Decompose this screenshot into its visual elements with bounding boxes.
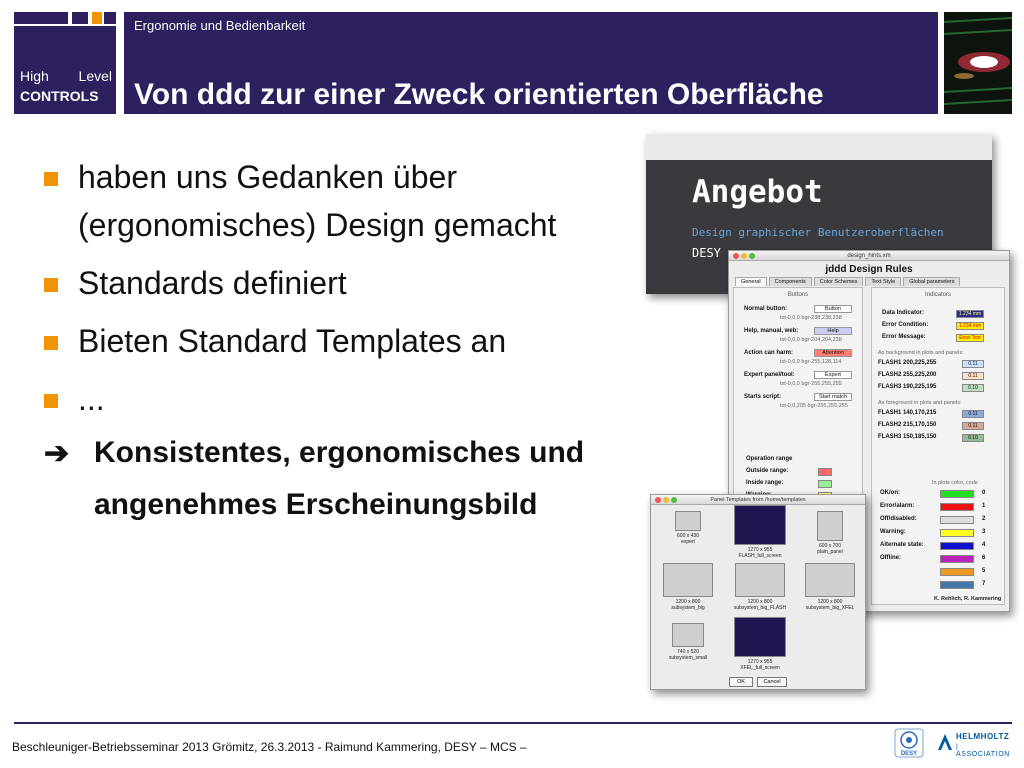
template-item[interactable]: [797, 563, 863, 611]
button-rule-label: Starts script:: [744, 394, 782, 400]
template-caption: 1200 x 800 subsystem_big: [671, 599, 705, 611]
design-rules-tabs: [735, 277, 960, 286]
template-item[interactable]: [727, 505, 793, 559]
template-caption: 1270 x 955 FLASH_full_screen: [738, 547, 782, 559]
indicator-sample: 1.234 mm: [956, 322, 984, 330]
helmholtz-logo: [936, 728, 1014, 758]
state-code: 4: [982, 542, 986, 548]
flash-background-label: FLASH3 190,225,195: [878, 384, 937, 390]
sample-button[interactable]: Help: [814, 327, 852, 335]
state-code: 0: [982, 490, 986, 496]
window-titlebar: [651, 495, 865, 505]
range-swatch: [818, 480, 832, 488]
button-rule-label: Normal button:: [744, 306, 787, 312]
sample-button[interactable]: Start match: [814, 393, 852, 401]
header-block: [14, 12, 68, 24]
template-item[interactable]: [797, 511, 863, 555]
indicator-label: Error Message:: [882, 334, 926, 340]
slide-subtitle: Ergonomie und Bedienbarkeit: [134, 18, 306, 33]
state-swatch: [940, 516, 974, 524]
conclusion-line1: Konsistentes, ergonomisches und: [94, 436, 585, 469]
angebot-subtitle: Design graphischer Benutzeroberflächen: [692, 226, 944, 239]
bullet-text: haben uns Gedanken über: [78, 159, 457, 195]
template-caption: 1200 x 800 subsystem_big_XFEL: [805, 599, 855, 611]
template-item[interactable]: [727, 617, 793, 671]
buttons-panel-header: Buttons: [787, 292, 809, 298]
template-thumbnail[interactable]: [675, 511, 701, 531]
section-label-box: [14, 12, 116, 114]
bullet-square-icon: [44, 394, 58, 408]
bullet-square-icon: [44, 278, 58, 292]
bullet-square-icon: [44, 172, 58, 186]
button-rule-spec: txt-0,0,0 bgr-255,128,114: [780, 359, 842, 365]
button-rule-label: Help, manual, web:: [744, 328, 799, 334]
header-block: [104, 12, 116, 24]
flash-foreground-label: FLASH1 140,170,215: [878, 410, 937, 416]
flash-foreground-label: FLASH3 150,185,150: [878, 434, 937, 440]
template-caption: 740 x 520 subsystem_small: [668, 649, 708, 661]
button-rule-spec: txt-0,0,0 bgr-255,255,255: [780, 381, 842, 387]
range-label: Outside range:: [746, 468, 789, 474]
state-swatch: [940, 568, 974, 576]
state-code: 6: [982, 555, 986, 561]
bullet-text: Bieten Standard Templates an: [78, 323, 507, 359]
template-thumbnail[interactable]: [735, 563, 785, 597]
window-title: design_hints.xm: [847, 253, 891, 259]
helmholtz-association: | ASSOCIATION: [956, 744, 1010, 758]
tab-global-parameters[interactable]: Global parameters: [903, 277, 960, 286]
template-item[interactable]: [727, 563, 793, 611]
background-note: As background in plots and panels:: [878, 350, 964, 356]
sample-button[interactable]: Button: [814, 305, 852, 313]
state-code: 7: [982, 581, 986, 587]
template-thumbnail[interactable]: [734, 505, 786, 545]
helmholtz-name: HELMHOLTZ: [956, 732, 1010, 741]
state-swatch: [940, 542, 974, 550]
template-caption: 600 x 700 plain_panel: [817, 543, 843, 555]
flash-background-label: FLASH2 255,225,200: [878, 372, 937, 378]
button-rule-label: Action can harm:: [744, 350, 794, 356]
footer-divider: [14, 722, 1012, 724]
state-label: Warning:: [880, 529, 906, 535]
operation-range-label: Operation range: [746, 456, 793, 462]
section-label-level: Level: [78, 68, 112, 84]
foreground-note: As foreground in plots and panels:: [878, 400, 962, 406]
template-thumbnail[interactable]: [817, 511, 843, 541]
flash-background-swatch: 0.11: [962, 360, 984, 368]
flash-foreground-swatch: 0.10: [962, 434, 984, 442]
flash-background-swatch: 0.10: [962, 384, 984, 392]
button-rule-label: Expert panel/tool:: [744, 372, 795, 378]
bullet-square-icon: [44, 336, 58, 350]
desy-logo-icon: [894, 728, 924, 758]
state-label: Off/disabled:: [880, 516, 917, 522]
flash-foreground-label: FLASH2 215,170,150: [878, 422, 937, 428]
tab-text-style[interactable]: Text Style: [865, 277, 901, 286]
template-thumbnail[interactable]: [672, 623, 704, 647]
state-swatch: [940, 503, 974, 511]
state-code: 5: [982, 568, 986, 574]
template-caption: 1270 x 955 XFEL_full_screen: [740, 659, 780, 671]
state-code: 3: [982, 529, 986, 535]
template-item[interactable]: [655, 511, 721, 545]
panel-templates-window: [650, 494, 866, 690]
header-photo-image: [944, 12, 1012, 114]
header-block-accent: [92, 12, 102, 24]
state-swatch: [940, 490, 974, 498]
indicators-panel-header: Indicators: [924, 292, 951, 298]
template-item[interactable]: [655, 623, 721, 661]
title-bar: [124, 12, 938, 114]
state-code: 1: [982, 503, 986, 509]
cancel-button[interactable]: Cancel: [757, 677, 787, 687]
angebot-org: DESY: [692, 246, 721, 260]
flash-foreground-swatch: 0.11: [962, 410, 984, 418]
template-caption: 600 x 430 expert: [677, 533, 699, 545]
bullet-text: (ergonomisches) Design gemacht: [78, 207, 557, 243]
bullet-text: ...: [78, 381, 105, 417]
states-note: In plots color, code: [932, 480, 978, 486]
helmholtz-logo-icon: [936, 730, 954, 756]
angebot-top-bar: [646, 134, 992, 160]
state-swatch: [940, 581, 974, 589]
indicator-label: Error Condition:: [882, 322, 929, 328]
section-label-high: High: [20, 68, 49, 84]
arrow-right-icon: ➔: [44, 437, 70, 470]
flash-background-label: FLASH1 200,225,255: [878, 360, 937, 366]
bullet-text: Standards definiert: [78, 265, 347, 301]
flash-background-swatch: 0.11: [962, 372, 984, 380]
indicator-label: Data Indicator:: [882, 310, 925, 316]
range-swatch: [818, 468, 832, 476]
button-rule-spec: txt-0,0,0 bgr-204,204,238: [780, 337, 842, 343]
state-label: Error/alarm:: [880, 503, 915, 509]
design-rules-credit: K. Rehlich, R. Kammering: [934, 596, 1002, 602]
section-label-line1: [20, 68, 112, 84]
state-label: OK/on:: [880, 490, 900, 496]
state-swatch: [940, 529, 974, 537]
section-label-controls: CONTROLS: [20, 88, 99, 104]
template-item[interactable]: [655, 563, 721, 611]
footer-text: Beschleuniger-Betriebsseminar 2013 Grömitz, 26.3.2013 - Raimund Kammering, DESY – MCS –: [12, 740, 527, 754]
flash-foreground-swatch: 0.11: [962, 422, 984, 430]
angebot-title: Angebot: [692, 174, 823, 210]
tab-general[interactable]: General: [735, 277, 767, 286]
template-thumbnail[interactable]: [734, 617, 786, 657]
state-swatch: [940, 555, 974, 563]
tab-color-schemes[interactable]: Color Schemes: [814, 277, 864, 286]
state-code: 2: [982, 516, 986, 522]
header-photo: [944, 12, 1012, 114]
slide-title: Von ddd zur einer Zweck orientierten Oberfläche: [134, 78, 824, 111]
window-titlebar: [729, 251, 1009, 261]
window-title: Panel Templates from /home/templates: [710, 497, 806, 503]
template-thumbnail[interactable]: [805, 563, 855, 597]
state-label: Alternate state:: [880, 542, 924, 548]
indicator-sample: 1.234 mm: [956, 310, 984, 318]
button-rule-spec: txt-0,0,205 bgr-255,255,255: [780, 403, 848, 409]
sample-button[interactable]: Attention: [814, 349, 852, 357]
button-rule-spec: txt-0,0,0 bgr-238,238,238: [780, 315, 842, 321]
state-label: Offline:: [880, 555, 901, 561]
range-label: Inside range:: [746, 480, 784, 486]
design-rules-title: jddd Design Rules: [825, 264, 913, 275]
tab-components[interactable]: Components: [769, 277, 812, 286]
header-block: [72, 12, 88, 24]
conclusion-line2: angenehmes Erscheinungsbild: [94, 488, 538, 521]
ok-button[interactable]: OK: [729, 677, 753, 687]
sample-button[interactable]: Expert: [814, 371, 852, 379]
template-thumbnail[interactable]: [663, 563, 713, 597]
template-caption: 1200 x 800 subsystem_big_FLASH: [733, 599, 787, 611]
desy-logo: [894, 728, 924, 758]
desy-logo-text: DESY: [900, 751, 918, 757]
indicator-sample: Error Text: [956, 334, 984, 342]
indicators-panel: [871, 287, 1005, 605]
